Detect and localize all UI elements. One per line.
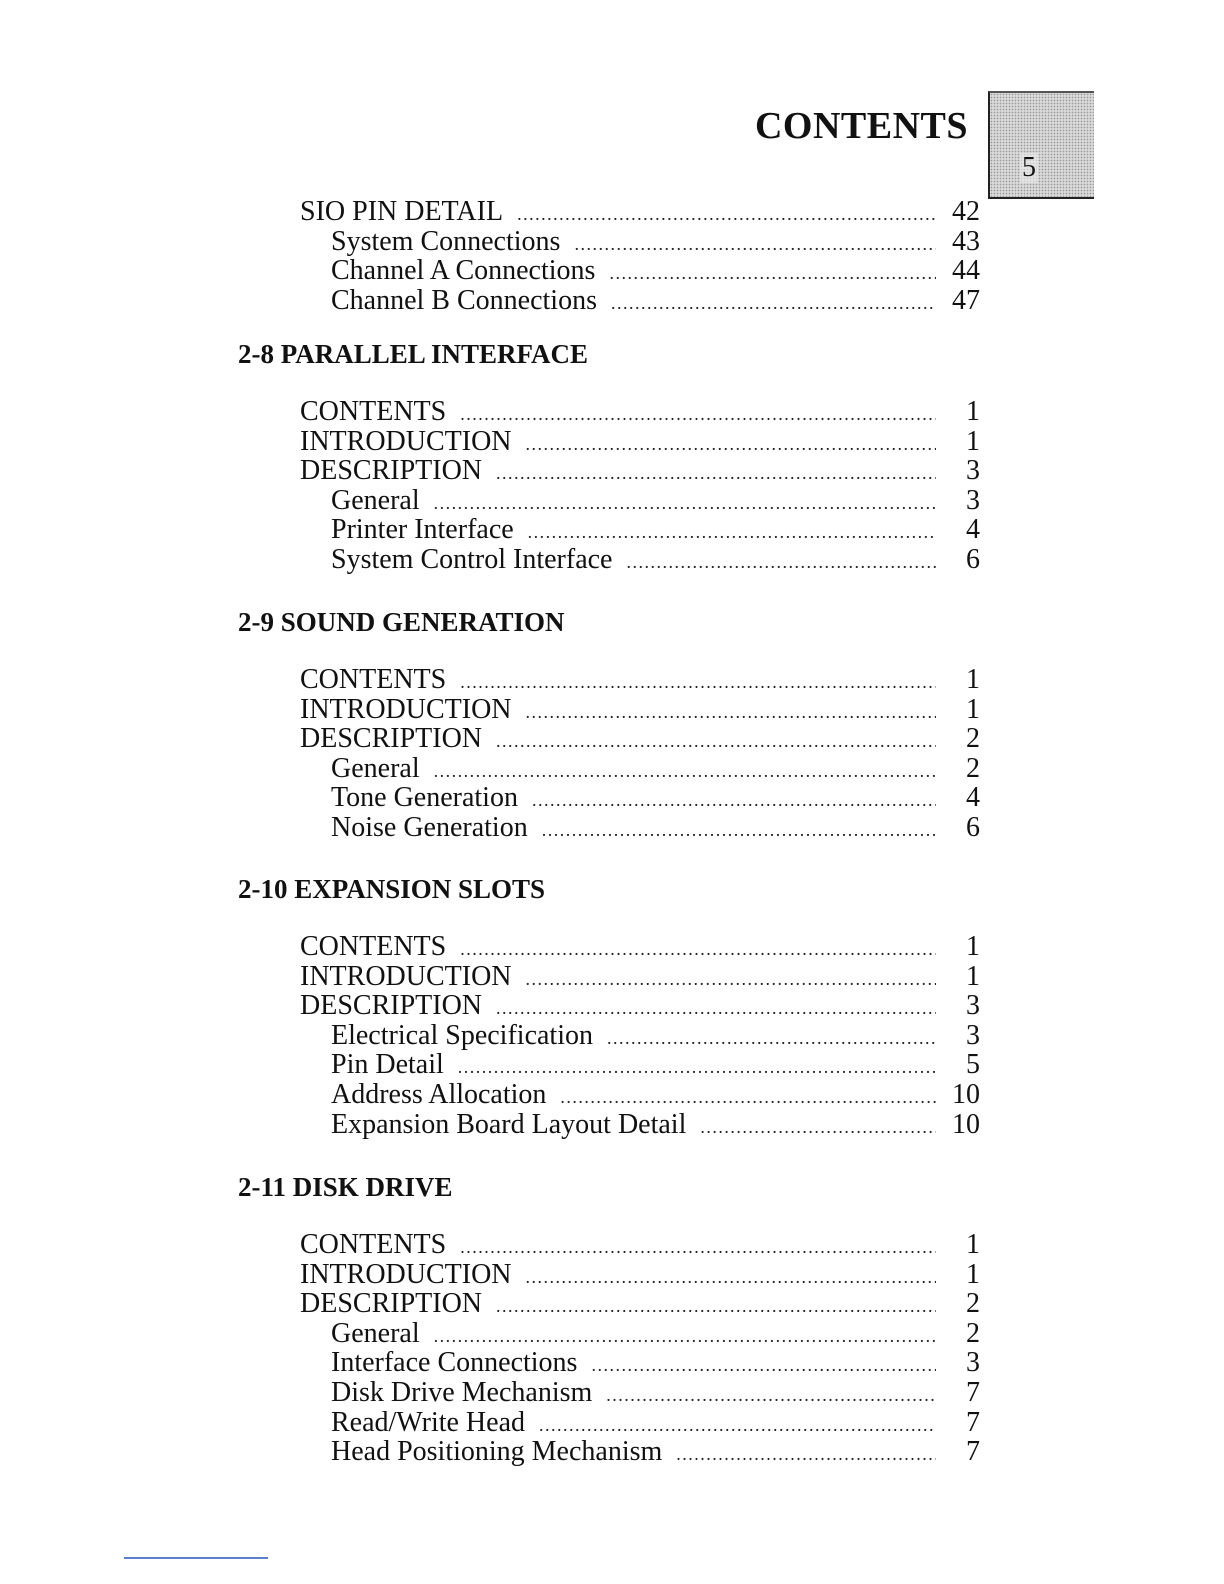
toc-entry-label: CONTENTS bbox=[300, 396, 447, 427]
toc-entry-label: INTRODUCTION bbox=[300, 1259, 512, 1290]
section-heading: 2-8 PARALLEL INTERFACE bbox=[238, 339, 589, 369]
toc-entry-label: System Connections bbox=[331, 226, 561, 257]
toc-entry-page: 2 bbox=[966, 723, 980, 754]
toc-entry-label: Expansion Board Layout Detail bbox=[331, 1109, 687, 1140]
toc-entry bbox=[300, 932, 980, 962]
toc-entry bbox=[331, 1319, 980, 1349]
toc-entry bbox=[300, 724, 980, 754]
toc-entry bbox=[331, 783, 980, 813]
dot-leader bbox=[517, 199, 936, 229]
toc-entry-page: 1 bbox=[966, 396, 980, 427]
toc-entry-label: General bbox=[331, 1318, 420, 1349]
toc-entry-label: DESCRIPTION bbox=[300, 1288, 483, 1319]
toc-entry-label: CONTENTS bbox=[300, 1229, 447, 1260]
toc-entry bbox=[331, 1378, 980, 1408]
toc-entry-label: System Control Interface bbox=[331, 544, 613, 575]
toc-entry-label: INTRODUCTION bbox=[300, 694, 512, 725]
dot-leader bbox=[528, 517, 936, 547]
toc-entry-label: Address Allocation bbox=[331, 1079, 547, 1110]
toc-entry bbox=[331, 1050, 980, 1080]
toc-entry-page: 1 bbox=[966, 426, 980, 457]
toc-entry-page: 4 bbox=[966, 782, 980, 813]
dot-leader bbox=[460, 667, 936, 697]
toc-entry bbox=[331, 227, 980, 257]
dot-leader bbox=[626, 547, 936, 577]
toc-entry-label: Channel A Connections bbox=[331, 255, 596, 286]
dot-leader bbox=[700, 1112, 936, 1142]
dot-leader bbox=[496, 1291, 936, 1321]
toc-entry bbox=[300, 427, 980, 457]
dot-leader bbox=[460, 934, 936, 964]
toc-entry-page: 10 bbox=[952, 1109, 980, 1140]
dot-leader bbox=[609, 258, 936, 288]
toc-entry-label: DESCRIPTION bbox=[300, 723, 483, 754]
toc-entry bbox=[300, 397, 980, 427]
toc-entry bbox=[331, 1110, 980, 1140]
dot-leader bbox=[496, 993, 936, 1023]
toc-entry bbox=[331, 286, 980, 316]
footer-rule bbox=[124, 1557, 268, 1559]
toc-entry bbox=[300, 962, 980, 992]
toc-entry bbox=[331, 813, 980, 843]
toc-entry-label: Tone Generation bbox=[331, 782, 518, 813]
toc-entry bbox=[331, 754, 980, 784]
dot-leader bbox=[560, 1082, 936, 1112]
toc-entry-label: Interface Connections bbox=[331, 1347, 578, 1378]
toc-entry-label: General bbox=[331, 753, 420, 784]
toc-entry bbox=[331, 515, 980, 545]
toc-entry-page: 3 bbox=[966, 455, 980, 486]
dot-leader bbox=[526, 964, 936, 994]
toc-entry bbox=[331, 1408, 980, 1438]
toc-entry-page: 7 bbox=[966, 1407, 980, 1438]
toc-entry-page: 47 bbox=[952, 285, 980, 316]
toc-entry-page: 7 bbox=[966, 1436, 980, 1467]
dot-leader bbox=[591, 1350, 936, 1380]
toc-entry bbox=[300, 1289, 980, 1319]
toc-entry-page: 10 bbox=[952, 1079, 980, 1110]
toc-entry-page: 5 bbox=[966, 1049, 980, 1080]
toc-entry-label: INTRODUCTION bbox=[300, 426, 512, 457]
toc-entry-label: CONTENTS bbox=[300, 664, 447, 695]
dot-leader bbox=[542, 815, 936, 845]
toc-entry-label: Head Positioning Mechanism bbox=[331, 1436, 663, 1467]
toc-entry-label: Channel B Connections bbox=[331, 285, 597, 316]
dot-leader bbox=[526, 1262, 936, 1292]
toc-entry bbox=[300, 456, 980, 486]
toc-entry-page: 3 bbox=[966, 990, 980, 1021]
dot-leader bbox=[496, 726, 936, 756]
toc-entry bbox=[300, 991, 980, 1021]
toc-entry-page: 2 bbox=[966, 753, 980, 784]
toc-entry bbox=[331, 486, 980, 516]
toc-entry-label: Noise Generation bbox=[331, 812, 528, 843]
toc-entry-label: SIO PIN DETAIL bbox=[300, 196, 504, 227]
toc-entry bbox=[331, 545, 980, 575]
toc-entry-page: 1 bbox=[966, 931, 980, 962]
dot-leader bbox=[526, 429, 936, 459]
toc-entry-page: 3 bbox=[966, 1347, 980, 1378]
toc-entry-page: 6 bbox=[966, 544, 980, 575]
toc-entry-page: 42 bbox=[952, 196, 980, 227]
toc-entry-label: Pin Detail bbox=[331, 1049, 444, 1080]
toc-entry-page: 6 bbox=[966, 812, 980, 843]
toc-entry-label: DESCRIPTION bbox=[300, 990, 483, 1021]
toc-entry-page: 4 bbox=[966, 514, 980, 545]
toc-entry-label: DESCRIPTION bbox=[300, 455, 483, 486]
toc-entry bbox=[300, 695, 980, 725]
toc-entry-label: Read/Write Head bbox=[331, 1407, 526, 1438]
dot-leader bbox=[496, 458, 936, 488]
toc-entry-page: 1 bbox=[966, 1229, 980, 1260]
toc-entry-label: Electrical Specification bbox=[331, 1020, 593, 1051]
toc-entry bbox=[331, 1437, 980, 1467]
toc-entry-label: INTRODUCTION bbox=[300, 961, 512, 992]
dot-leader bbox=[607, 1023, 936, 1053]
page-title: CONTENTS bbox=[754, 105, 968, 147]
toc-entry-page: 1 bbox=[966, 664, 980, 695]
dot-leader bbox=[611, 288, 936, 318]
toc-entry bbox=[331, 1348, 980, 1378]
toc-entry-label: Printer Interface bbox=[331, 514, 514, 545]
toc-entry-page: 44 bbox=[952, 255, 980, 286]
section-heading: 2-9 SOUND GENERATION bbox=[238, 607, 565, 637]
toc-entry bbox=[300, 665, 980, 695]
toc-entry bbox=[331, 1021, 980, 1051]
toc-entry bbox=[300, 1260, 980, 1290]
section-heading: 2-10 EXPANSION SLOTS bbox=[238, 874, 546, 904]
dot-leader bbox=[458, 1052, 936, 1082]
toc-entry-page: 1 bbox=[966, 1259, 980, 1290]
toc-entry-page: 2 bbox=[966, 1318, 980, 1349]
dot-leader bbox=[606, 1380, 936, 1410]
section-tab bbox=[988, 91, 1094, 199]
toc-entry-page: 3 bbox=[966, 1020, 980, 1051]
toc-entry bbox=[331, 256, 980, 286]
dot-leader bbox=[460, 1232, 936, 1262]
toc-entry bbox=[300, 197, 980, 227]
toc-entry-page: 1 bbox=[966, 961, 980, 992]
toc-entry-page: 43 bbox=[952, 226, 980, 257]
toc-entry-label: CONTENTS bbox=[300, 931, 447, 962]
toc-entry-page: 1 bbox=[966, 694, 980, 725]
toc-entry-label: Disk Drive Mechanism bbox=[331, 1377, 593, 1408]
toc-entry-label: General bbox=[331, 485, 420, 516]
section-tab-number: 5 bbox=[1022, 152, 1036, 183]
toc-entry-page: 7 bbox=[966, 1377, 980, 1408]
dot-leader bbox=[460, 399, 936, 429]
toc-entry bbox=[300, 1230, 980, 1260]
dot-leader bbox=[574, 229, 936, 259]
toc-entry-page: 2 bbox=[966, 1288, 980, 1319]
toc-entry-page: 3 bbox=[966, 485, 980, 516]
section-heading: 2-11 DISK DRIVE bbox=[238, 1172, 453, 1202]
dot-leader bbox=[532, 785, 936, 815]
dot-leader bbox=[526, 697, 936, 727]
toc-entry bbox=[331, 1080, 980, 1110]
dot-leader bbox=[676, 1439, 936, 1469]
